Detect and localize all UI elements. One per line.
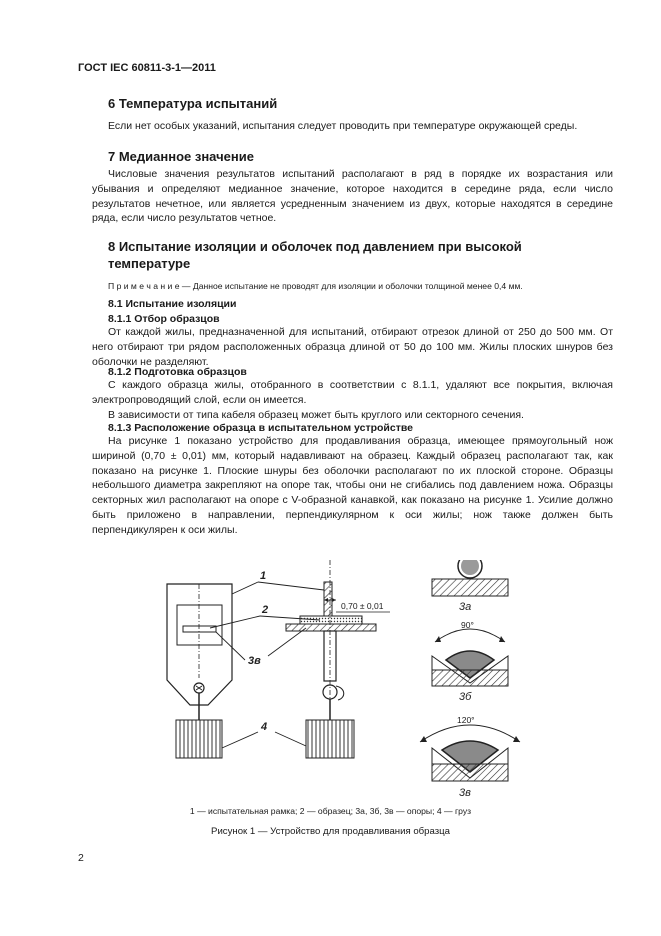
test-frame-left [167, 584, 232, 758]
label-3v-right: 3в [459, 787, 471, 799]
section-7-paragraph: Числовые значения результатов испытаний располагают в ряд в порядке их возрастания или убывания и определяют медианное значение, которое находится в середине ряда, если число результатов нечетное, или является усредненным значением из двух, которые находятся в середине ряда, если число результатов четное. [92, 168, 613, 225]
section-6-paragraph: Если нет особых указаний, испытания следует проводить при температуре окружающей среды. [108, 120, 578, 132]
test-frame-right [286, 560, 376, 758]
figure-legend: 1 — испытательная рамка; 2 — образец; 3а, 3б, 3в — опоры; 4 — груз [189, 806, 472, 816]
label-3a: 3а [459, 601, 472, 613]
standard-header: ГОСТ IEC 60811-3-1—2011 [78, 62, 216, 74]
angle-90-label: 90° [461, 620, 474, 630]
angle-120-label: 120° [457, 715, 475, 725]
section-7-title: 7 Медианное значение [108, 149, 254, 164]
support-3b [432, 629, 508, 686]
subsection-8-1-2-title: 8.1.2 Подготовка образцов [108, 366, 247, 378]
support-3a [432, 560, 508, 596]
label-3b: 3б [459, 691, 472, 703]
section-8-title-line1: 8 Испытание изоляции и оболочек под давлением при высокой [108, 239, 522, 254]
label-2: 2 [262, 604, 269, 616]
subsection-8-1-3-title: 8.1.3 Расположение образца в испытательном устройстве [108, 422, 414, 434]
subsection-8-1-2-paragraph-a: С каждого образца жилы, отобранного в соответствии с 8.1.1, удаляют все покрытия, включая электропроводящий слой, если он имеется. [92, 379, 613, 406]
figure-1-apparatus [150, 560, 550, 800]
subsection-8-1-1-paragraph: От каждой жилы, предназначенной для испытаний, отбирают отрезок длиной от 250 до 500 мм. От него отбирают три рядом расположенных образца длиной от 50 до 100 мм. Жилы плоских шнуров без оболочки не разделяют. [92, 326, 613, 368]
subsection-8-1-title: 8.1 Испытание изоляции [108, 298, 237, 310]
section-8-note [108, 281, 523, 291]
support-3v [420, 725, 520, 781]
subsection-8-1-2-paragraph-b: В зависимости от типа кабеля образец может быть круглого или секторного сечения. [108, 409, 524, 421]
note-label: П р и м е ч а н и е [108, 281, 180, 291]
section-6-title: 6 Температура испытаний [108, 96, 278, 111]
label-1: 1 [260, 570, 267, 582]
label-3v: 3в [248, 655, 261, 667]
figure-caption: Рисунок 1 — Устройство для продавливания образца [211, 826, 450, 837]
note-text: — Данное испытание не проводят для изоляции и оболочки толщиной менее 0,4 мм. [179, 281, 523, 291]
section-8-title-line2: температуре [108, 256, 191, 271]
dimension-label: 0,70 ± 0,01 [341, 601, 384, 611]
subsection-8-1-1-title: 8.1.1 Отбор образцов [108, 313, 220, 325]
subsection-8-1-3-paragraph: На рисунке 1 показано устройство для продавливания образца, имеющее прямоугольный нож шириной (0,70 ± 0,01) мм, который надавливают на образец. Каждый образец располагают так, как показано на рисунке 1. Плоские шнуры без оболочки располагают по их плоской стороне. Образцы небольшого диаметра закрепляют на опоре так, чтобы они не сгибались под давлением ножа. Образцы секторных жил располагают на опоре с V-образной канавкой, как показано на рисунке 1. Усилие должно быть приложено в направлении, перпендикулярном к оси жилы; нож также должен быть перпендикулярен к оси жилы. [92, 435, 613, 536]
label-4: 4 [261, 721, 268, 733]
page-number: 2 [78, 852, 84, 864]
